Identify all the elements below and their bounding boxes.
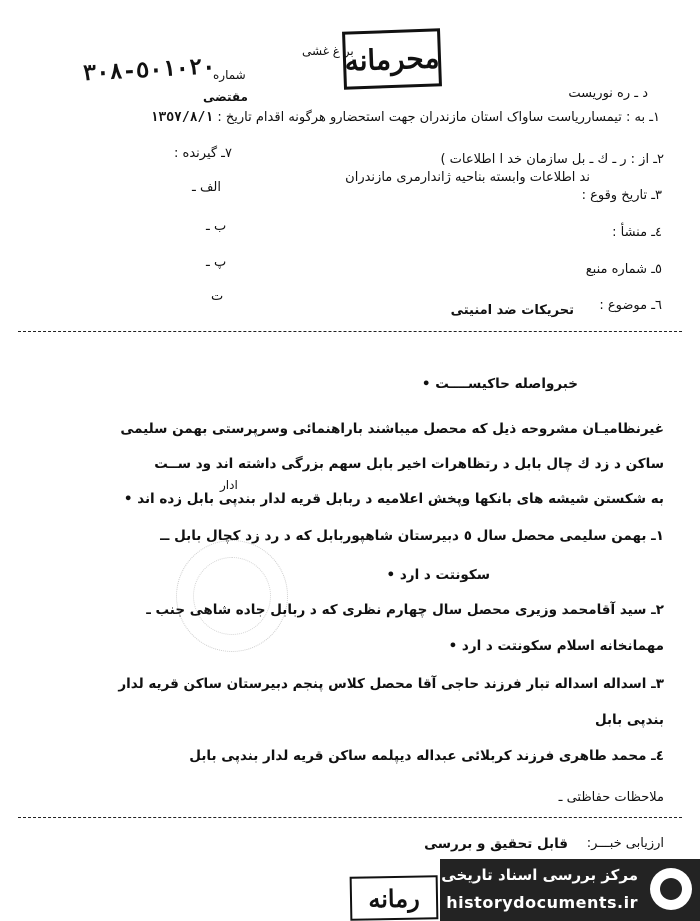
list-item: ٤ـ محمد طاهری فرزند کربلائی عبداله دیپلمه ساکن قریه لدار بندپی بابل (189, 748, 664, 764)
field-3: ٣ـ تاریخ وقوع : (581, 188, 662, 203)
recipient-word: مقتضی (203, 90, 248, 104)
field-4: ٤ـ منشأ : (612, 225, 662, 240)
bottom-stamp: رمانه (350, 875, 439, 921)
evaluation-label: ارزیابی خبـــر: (586, 836, 664, 851)
classification-stamp: محرمانه (342, 28, 442, 89)
recipient-pe: پ ـ (206, 255, 227, 270)
field-1-date-label: تاریخ : (217, 110, 252, 125)
list-item: ٢ـ سید آقامحمد وزیری محصل سال چهارم نظری که د ربابل جاده شاهی جنب ـ (146, 602, 664, 618)
number-label: شماره (213, 68, 246, 82)
field-1-prefix: ١ـ به : تیمسارریاست ساواک استان مازندران جهت استحضارو هرگونه اقدام (255, 110, 660, 125)
field-1 (151, 110, 660, 125)
list-item: ٣ـ اسداله اسداله تبار فرزند حاجی آقا محصل کلاس پنجم دبیرستان ساکن قریه لدار (118, 676, 664, 692)
field-1-date-value: ١٣٥٧/٨/١ (150, 110, 214, 125)
field-7: ٧ـ گیرنده : (174, 146, 232, 161)
field-6-value: تحریکات ضد امنیتی (450, 303, 574, 318)
field-2-sub: ند اطلاعات وابسته بناحیه ژاندارمری مازندران (345, 170, 590, 185)
watermark-url: historydocuments.ir (446, 893, 638, 912)
body-insert-word: ادار (220, 478, 238, 492)
list-item-cont: بندپی بابل (594, 712, 664, 728)
field-5: ٥ـ شماره منبع (585, 262, 662, 277)
watermark-banner (440, 859, 700, 921)
document-number: ٥٠١٠٢٠-٣٠٨ (82, 54, 217, 87)
header-small-label: بر غ غشی (302, 44, 354, 58)
recipient-be: ب ـ (206, 219, 227, 234)
field-2: ٢ـ از : ر ـ ك ـ بل سازمان خد ا اطلاعات ) (440, 152, 664, 167)
list-item-cont: مهمانخانه اسلام سکونتت د ارد • (448, 638, 664, 654)
evaluation-value: قابل تحقیق و بررسی (424, 836, 568, 852)
footer-divider (18, 817, 682, 818)
official-seal-circle (176, 540, 288, 652)
field-d: د ـ ره نوریست (568, 86, 648, 101)
list-item: ١ـ بهمن سلیمی محصل سال ٥ دبیرستان شاهپوربابل که د رد زد كچال بابل ــ (160, 528, 664, 544)
remarks-label: ملاحظات حفاظتی ـ (558, 790, 664, 805)
list-item-cont: سکونتت د ارد • (386, 567, 490, 583)
body-line: ساکن د زد ك چال بابل د رتظاهرات اخیر بابل سهم بزرگی داشته اند ود ســت (154, 456, 664, 472)
body-line: به شکستن شیشه های بانکها وپخش اعلامیه د ربابل قریه لدار بندپی بابل زده اند • (123, 491, 664, 507)
section-divider (18, 331, 682, 332)
recipient-te: ت (211, 289, 224, 304)
body-intro: خبرواصله حاکیســــت • (421, 376, 578, 392)
body-line: غیرنظامیـان مشروحه ذیل که محصل میباشند باراهنمائی وسرپرستی بهمن سلیمی (120, 421, 664, 437)
field-6-label: ٦ـ موضوع : (599, 298, 662, 313)
watermark-title: مرکز بررسی اسناد تاریخی (441, 866, 638, 884)
archive-logo-icon (650, 868, 692, 910)
recipient-alef: الف ـ (192, 180, 221, 195)
